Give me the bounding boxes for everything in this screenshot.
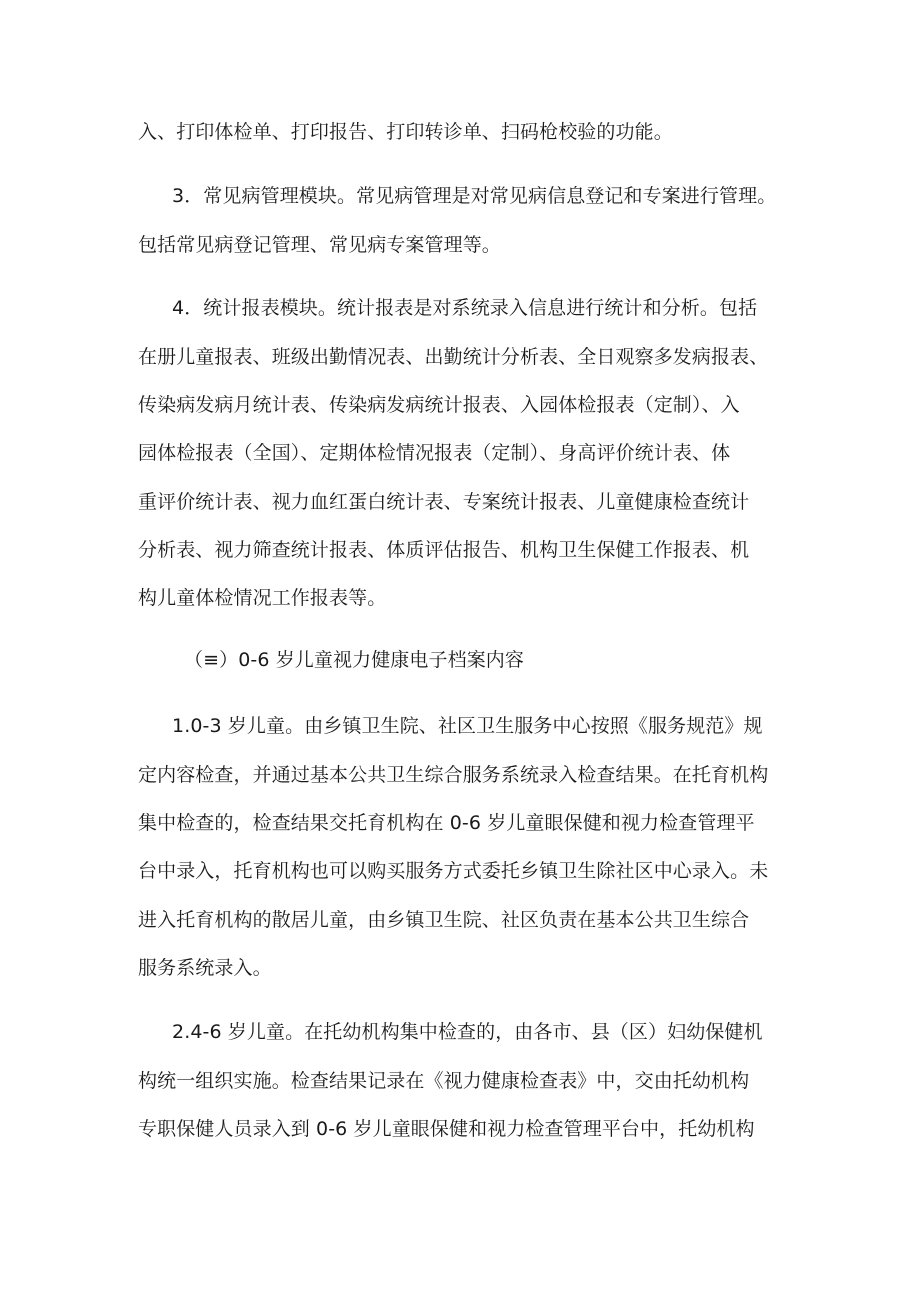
paragraph-4-line-2: 在册儿童报表、班级出勤情况表、出勤统计分析表、全日观察多发病报表、	[138, 346, 769, 368]
paragraph-age-4-6-line-1: 2.4-6 岁儿童。在托幼机构集中检查的，由各市、县（区）妇幼保健机	[172, 1021, 763, 1043]
paragraph-age-4-6-line-2: 构统一组织实施。检查结果记录在《视力健康检查表》中，交由托幼机构	[138, 1070, 750, 1092]
paragraph-age-4-6-line-3: 专职保健人员录入到 0-6 岁儿童眼保健和视力检查管理平台中，托幼机构	[138, 1118, 755, 1140]
paragraph-age-0-3-line-4: 台中录入，托育机构也可以购买服务方式委托乡镇卫生除社区中心录入。未	[138, 860, 769, 882]
paragraph-3-line-2: 包括常见病登记管理、常见病专案管理等。	[138, 234, 501, 256]
paragraph-age-0-3-line-3: 集中检查的，检查结果交托育机构在 0-6 岁儿童眼保健和视力检查管理平	[138, 812, 755, 834]
paragraph-4-line-1: 4．统计报表模块。统计报表是对系统录入信息进行统计和分析。包括	[172, 297, 758, 319]
paragraph-age-0-3-line-1: 1.0-3 岁儿童。由乡镇卫生院、社区卫生服务中心按照《服务规范》规	[172, 715, 763, 737]
paragraph-line-continuation: 入、打印体检单、打印报告、打印转诊单、扫码枪校验的功能。	[138, 121, 673, 143]
section-heading: （≡）0-6 岁儿童视力健康电子档案内容	[184, 649, 524, 671]
paragraph-4-line-4: 园体检报表（全国）、定期体检情况报表（定制）、身高评价统计表、体	[138, 442, 731, 464]
paragraph-4-line-3: 传染病发病月统计表、传染病发病统计报表、入园体检报表（定制）、入	[138, 394, 740, 416]
paragraph-age-0-3-line-2: 定内容检查，并通过基本公共卫生综合服务系统录入检查结果。在托育机构	[138, 764, 769, 786]
paragraph-age-0-3-line-6: 服务系统录入。	[138, 957, 272, 979]
paragraph-age-0-3-line-5: 进入托育机构的散居儿童，由乡镇卫生院、社区负责在基本公共卫生综合	[138, 909, 750, 931]
paragraph-4-line-6: 分析表、视力筛查统计报表、体质评估报告、机构卫生保健工作报表、机	[138, 539, 750, 561]
paragraph-3-line-1: 3．常见病管理模块。常见病管理是对常见病信息登记和专案进行管理。	[172, 185, 777, 207]
paragraph-4-line-5: 重评价统计表、视力血红蛋白统计表、专案统计报表、儿童健康检查统计	[138, 491, 750, 513]
paragraph-4-line-7: 构儿童体检情况工作报表等。	[138, 587, 387, 609]
